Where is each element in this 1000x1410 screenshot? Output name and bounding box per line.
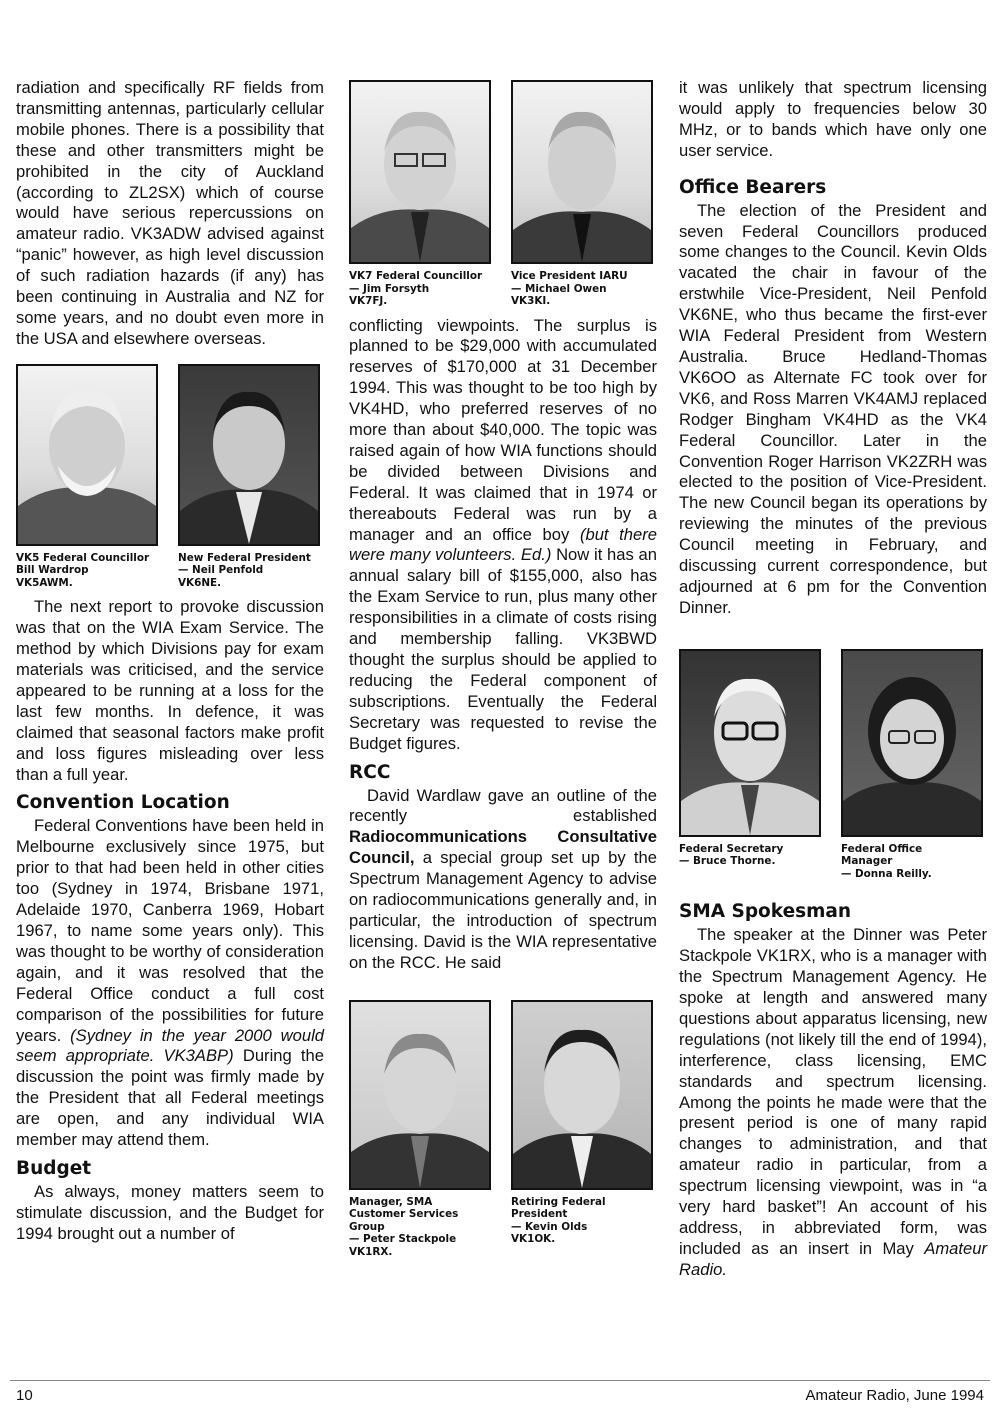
paragraph-rcc-continued: it was unlikely that spectrum licensing would apply to frequencies below 30 MHz, or to bands which have only one user service.: [679, 78, 987, 160]
caption-line: VK7 Federal Councillor: [349, 270, 483, 282]
editor-note: (but there were many volunteers. Ed.): [349, 524, 657, 565]
caption-line: — Neil Penfold: [178, 564, 264, 577]
photo-caption: [841, 843, 987, 881]
paragraph-convention: [16, 816, 324, 1151]
publication-title: Amateur Radio.: [679, 1238, 987, 1279]
photo-bruce-thorne: [679, 649, 825, 881]
text-run: Now it has an annual salary bill of $155,000, also has the Exam Service to run, plus many other responsibilities in a climate of costs rising and membership falling. VK3BWD thought the surplus should be applied to reducing the Federal component of subscriptions. Eventually the Federal Secretary was requested to revise the Budget figures.: [349, 545, 657, 753]
caption-line: VK1OK.: [511, 1233, 556, 1246]
photo-peter-stackpole: [349, 1000, 495, 1259]
caption-line: VK7FJ.: [349, 295, 388, 307]
caption-line: Retiring Federal: [511, 1195, 606, 1208]
photo-caption: [511, 1196, 657, 1246]
portrait-image: [841, 649, 983, 837]
paragraph-budget: As always, money matters seem to stimulate discussion, and the Budget for 1994 brought out a number of: [16, 1181, 324, 1243]
photo-caption: [16, 552, 162, 590]
column-1: [16, 78, 324, 1245]
text-run: conflicting viewpoints. The surplus is planned to be $29,000 with accumulated reserves of $170,000 at 31 December 1994. This was thought to be too high by VK4HD, who preferred reserves of no more than about $40,000. The topic was raised again of how WIA functions should be divided between Divisions and Federal. It was claimed that in 1974 or thereabouts Federal was run by a manager and an office boy: [349, 315, 657, 544]
photo-kevin-olds: [511, 1000, 657, 1259]
paragraph-sma: [679, 925, 987, 1280]
caption-line: Manager, SMA: [349, 1195, 433, 1208]
photo-row: [349, 80, 657, 308]
caption-line: — Michael Owen: [511, 282, 607, 295]
caption-line: Federal Office: [841, 842, 923, 855]
column-2: [349, 80, 657, 1266]
heading-sma-spokesman: SMA Spokesman: [679, 901, 852, 923]
caption-line: President: [511, 1208, 568, 1221]
paragraph-office-bearers: The election of the President and seven Federal Councillors produced some changes to the Council. Kevin Olds vacated the chair in favour of the erstwhile Vice-President, Neil Penfold VK6NE, who thus became the first-ever WIA Federal President from Western Australia. Bruce Hedland-Thomas VK6OO as Alternate FC took over for VK6, and Ross Marren VK4AMJ replaced Rodger Bingham VK4HD as the VK4 Federal Councillor. Later in the Convention Roger Harrison VK2ZRH was elected to the position of Vice-President. The new Council began its operations by reviewing the minutes of the previous Council meeting in February, and discussing current correspondence, but adjourned at 6 pm for the Convention Dinner.: [679, 200, 987, 617]
photo-caption: [679, 843, 825, 868]
photo-caption: [349, 1196, 495, 1259]
caption-line: New Federal President: [178, 551, 311, 564]
heading-rcc: RCC: [349, 761, 391, 783]
paragraph-radiation: radiation and specifically RF fields from transmitting antennas, particularly cellular mobile phones. There is a possibility that these and other transmitters might be prohibited in the city of Auckland (according to ZL2SX) which of course would have serious repercussions on amateur radio. VK3ADW advised against “panic” however, as high level discussion of such radiation hazards (if any) has been continuing in Australia and NZ for some years, and no doubt even more in the USA and elsewhere overseas.: [16, 78, 324, 348]
photo-neil-penfold: [178, 364, 324, 590]
caption-line: Vice President IARU: [511, 270, 628, 282]
photo-caption: [178, 552, 324, 590]
text-run: David Wardlaw gave an outline of the recently established: [349, 785, 657, 826]
caption-line: Customer Services: [349, 1208, 459, 1221]
caption-line: VK3KI.: [511, 295, 551, 307]
photo-caption: [349, 270, 495, 308]
editor-note: (Sydney in the year 2000 would seem appropriate. VK3ABP): [16, 1025, 324, 1066]
portrait-image: [349, 1000, 491, 1190]
photo-bill-wardrop: [16, 364, 162, 590]
photo-jim-forsyth: [349, 80, 495, 308]
paragraph-rcc: [349, 786, 657, 974]
caption-line: — Kevin Olds: [511, 1220, 588, 1233]
photo-michael-owen: [511, 80, 657, 308]
photo-row: [349, 1000, 657, 1259]
text-run: Federal Conventions have been held in Melbourne exclusively since 1975, but prior to that had been held in other cities too (Sydney in 1974, Brisbane 1971, Adelaide 1970, Canberra 1969, Hobart 1967, to name some years only). This was thought to be worthy of consideration again, and it was resolved that the Federal Office conduct a full cost comparison of the possibilities for future years.: [16, 816, 324, 1045]
heading-budget: Budget: [16, 1157, 92, 1179]
caption-line: Federal Secretary: [679, 842, 784, 855]
footer-rule: [10, 1380, 990, 1381]
caption-line: Manager: [841, 855, 893, 868]
photo-caption: [511, 270, 657, 308]
photo-row: [679, 649, 987, 881]
caption-line: — Peter Stackpole: [349, 1233, 457, 1246]
text-run: a special group set up by the Spectrum Management Agency to advise on radiocommunications generally and, in particular, the introduction of spectrum licensing. David is the WIA representative on the RCC. He said: [349, 848, 657, 972]
portrait-image: [511, 1000, 653, 1190]
caption-line: VK1RX.: [349, 1245, 393, 1258]
caption-line: — Donna Reilly.: [841, 867, 932, 880]
caption-line: VK6NE.: [178, 576, 222, 589]
paragraph-exam: The next report to provoke discussion was that on the WIA Exam Service. The method by which Divisions pay for exam materials was criticised, and the service appeared to be running at a loss for the last few months. In defence, it was claimed that seasonal factors make profit and loss figures misleading over less than a full year.: [16, 597, 324, 784]
caption-line: Group: [349, 1220, 385, 1233]
portrait-image: [178, 364, 320, 546]
bold-term: Radiocommunications Consultative Council,: [349, 827, 657, 868]
page-number: 10: [16, 1387, 33, 1404]
photo-row: [16, 364, 324, 590]
photo-donna-reilly: [841, 649, 987, 881]
caption-line: — Jim Forsyth: [349, 282, 430, 295]
publication-footer: Amateur Radio, June 1994: [805, 1387, 984, 1404]
text-run: The speaker at the Dinner was Peter Stackpole VK1RX, who is a manager with the Spectrum Management Agency. He spoke at length and answered many questions about apparatus licensing, new regulations (not likely till the end of 1994), interference, class licensing, EMC standards and spectrum licensing. Among the points he made were that the present period is one of many rapid changes to administration, and that amateur radio in particular, from a spectrum licensing viewpoint, was in “a very hard basket”! An account of his address, in abbreviated form, was included as an insert in May: [679, 925, 987, 1258]
caption-line: Bill Wardrop: [16, 564, 89, 577]
caption-line: — Bruce Thorne.: [679, 855, 776, 868]
caption-line: VK5 Federal Councillor: [16, 551, 150, 564]
caption-line: VK5AWM.: [16, 576, 73, 589]
portrait-image: [511, 80, 653, 264]
paragraph-budget-continued: [349, 316, 657, 755]
portrait-image: [679, 649, 821, 837]
portrait-image: [349, 80, 491, 264]
heading-convention-location: Convention Location: [16, 792, 230, 814]
text-run: During the discussion the point was firmly made by the President that all Federal meetings are open, and any individual WIA member may attend them.: [16, 1046, 324, 1150]
heading-office-bearers: Office Bearers: [679, 176, 827, 198]
portrait-image: [16, 364, 158, 546]
column-3: [679, 78, 987, 1281]
